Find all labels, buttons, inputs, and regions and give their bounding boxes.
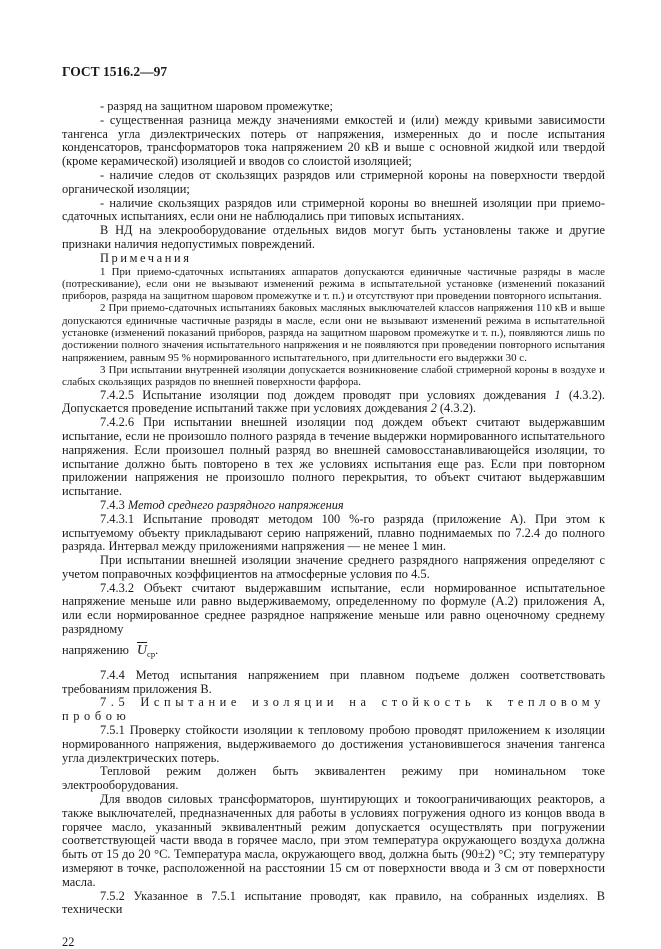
page-body bbox=[62, 100, 605, 949]
paragraph: - разряд на защитном шаровом промежутке; bbox=[100, 99, 333, 113]
notes-heading: Примечания bbox=[100, 250, 192, 265]
text: 7.4.2.5 Испытание изоляции под дождем проводят при условиях дождевания bbox=[100, 387, 555, 402]
section-number: 7.4.3 bbox=[100, 497, 128, 512]
section-7-5-1: 7.5.1 Проверку стойкости изоляции к тепловому пробою проводят приложением к изоляции нормированного напряжения, выдерживаемого до достижения установившегося значения тангенса угла диэлектрических потерь. bbox=[62, 723, 605, 765]
text: (4.3.2). Допускается проведение испытаний также при условиях дождевания bbox=[62, 387, 605, 416]
formula-line bbox=[62, 641, 605, 663]
note-3: 3 При испытании внутренней изоляции допускается возникновение слабой стримерной короны в воздухе и слабых скользящих разрядов по внешней поверхности фарфора. bbox=[62, 363, 605, 389]
section-7-4-3-1: 7.4.3.1 Испытание проводят методом 100 %-го разряда (приложение А). При этом к испытуемому объекту прикладывают серию напряжений, плавно поднимаемых по 7.2.4 до полного разряда. Интервал между приложениями напряжения — не менее 1 мин. bbox=[62, 511, 605, 554]
section-7-4-2-5 bbox=[62, 389, 605, 417]
section-7-4-2-6: 7.4.2.6 При испытании внешней изоляции под дождем объект считают выдержавшим испытание, если не произошло полного разряда в течение выдержки нормированного испытательного напряжения. Если произошел полный разряд во внешней самовосстанавливающейся изоляции, то испытание должно быть повторено в тех же условиях испытания еще раз. Если при повторном приложении напряжения не произошло полного перекрытия, то объект считают выдержавшим испытание. bbox=[62, 415, 605, 499]
section-7-4-3-2: 7.4.3.2 Объект считают выдержавшим испытание, если нормированное испытательное напряжение меньше или равно выдерживаемому, определенному по формуле (А.2) приложения А, или если нормированное среднее разрядное напряжение меньше или равно оценочному среднему разрядному bbox=[62, 580, 605, 637]
paragraph: Для вводов силовых трансформаторов, шунтирующих и токоограничивающих реакторов, а также выключателей, предназначенных для работы в условиях погружения одного из концов ввода в горячее масло, указанный эквивалентный режим допускается осуществлять при погружении соответствующей части ввода в горячее масло, при этом температура окружающего воздуха должна быть от 15 до 20 °С. Температура масла, окружающего ввод, должна быть (90±2) °С; эту температуру измеряют в точке, расположенной на расстоянии 15 см от поверхности ввода и 3 см от поверхности масла. bbox=[62, 792, 605, 889]
note-1: 1 При приемо-сдаточных испытаниях аппаратов допускаются единичные частичные разряды в масле (потрескивание), если они не вызывают изменений режима в испытательной установке (изменений показаний приборов, разряда на защитном шаровом промежутке и т. п.) и отсутствуют при проведении повторного испытания. bbox=[62, 265, 605, 303]
formula-symbol: $\overline{U}$ bbox=[136, 642, 148, 658]
paragraph: Тепловой режим должен быть эквивалентен режиму при номинальном токе электрооборудования. bbox=[62, 764, 605, 793]
page-number: 22 bbox=[62, 935, 75, 949]
text: (4.3.2). bbox=[436, 401, 477, 416]
section-title: Метод среднего разрядного напряжения bbox=[127, 497, 344, 512]
note-2: 2 При приемо-сдаточных испытаниях баковых масляных выключателей классов напряжения 110 кВ и выше допускаются единичные частичные разряды в масле, если они не вызывают изменений режима в испытательной установке (изменений показаний приборов, разряда на защитном шаровом промежутке и т. п.), появляются лишь по достижении полного значения испытательного напряжения и не появляются при проведении повторного испытания напряжением, равным 95 % нормированного испытательного, при длительности его выдержки 30 с. bbox=[62, 302, 605, 364]
text: напряжению bbox=[62, 642, 129, 657]
paragraph: - наличие следов от скользящих разрядов или стримерной короны на поверхности твердой органической изоляции; bbox=[62, 167, 605, 196]
paragraph: - наличие скользящих разрядов или стримерной короны во внешней изоляции при приемо-сдаточных испытаниях, если они не наблюдались при типовых испытаниях. bbox=[62, 195, 605, 224]
text: 2 bbox=[430, 401, 437, 416]
text: 1 bbox=[554, 387, 561, 402]
text: . bbox=[155, 642, 159, 657]
section-7-5-heading: 7.5 Испытание изоляции на стойкость к тепловому пробою bbox=[62, 695, 605, 724]
section-7-4-3-heading bbox=[62, 499, 605, 513]
formula-subscript: ср bbox=[147, 648, 156, 659]
paragraph: При испытании внешней изоляции значение среднего разрядного напряжения определяют с учетом поправочных коэффициентов на атмосферные условия по 4.5. bbox=[62, 553, 605, 581]
section-7-5-2: 7.5.2 Указанное в 7.5.1 испытание проводят, как правило, на собранных изделиях. В технически bbox=[62, 888, 605, 917]
paragraph: В НД на элекрооборудование отдельных видов могут быть установлены также и другие признаки наличия недопустимых повреждений. bbox=[62, 223, 605, 251]
document-header: ГОСТ 1516.2—97 bbox=[62, 64, 168, 79]
section-7-4-4: 7.4.4 Метод испытания напряжением при плавном подъеме должен соответствовать требованиям приложения В. bbox=[62, 667, 605, 696]
paragraph: - существенная разница между значениями емкостей и (или) между кривыми зависимости тангенса угла диэлектрических потерь от напряжения, измеренных до и после испытания конденсаторов, трансформаторов тока напряжением 20 кВ и выше с основной жидкой или твердой (кроме керамической) изоляцией и вводов со слоистой изоляцией; bbox=[62, 112, 605, 169]
